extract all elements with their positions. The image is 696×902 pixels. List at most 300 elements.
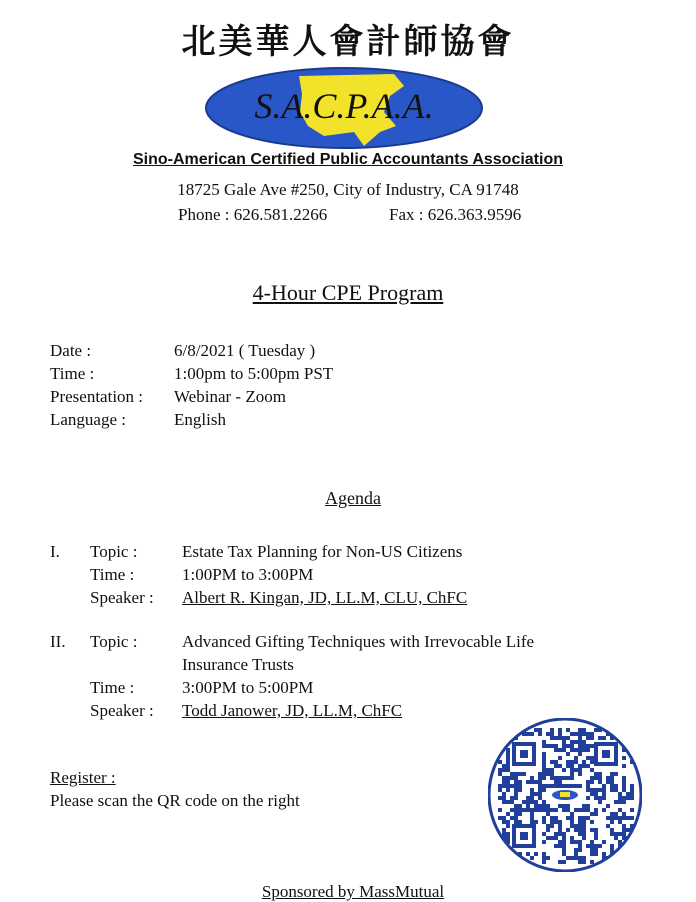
qr-module [542, 744, 546, 748]
qr-module [574, 824, 578, 828]
qr-module [602, 736, 606, 740]
qr-module [590, 732, 594, 736]
qr-module [626, 816, 630, 820]
qr-module [594, 832, 598, 836]
qr-module [590, 840, 594, 844]
qr-module [622, 828, 626, 832]
qr-module [562, 852, 566, 856]
chinese-title: 北美華人會計師協會 [181, 22, 515, 62]
qr-module [578, 832, 582, 836]
qr-module [618, 820, 622, 824]
qr-module [570, 824, 574, 828]
qr-module [550, 732, 554, 736]
qr-module [530, 808, 534, 812]
qr-module [598, 776, 602, 780]
presentation-label: Presentation : [50, 387, 144, 406]
qr-module [574, 756, 578, 760]
qr-module [498, 768, 502, 772]
qr-module [610, 780, 614, 784]
qr-module [550, 768, 554, 772]
qr-module [586, 780, 590, 784]
qr-module [538, 792, 542, 796]
qr-module [622, 728, 626, 732]
qr-module [626, 792, 630, 796]
qr-module [554, 736, 558, 740]
qr-module [498, 816, 502, 820]
qr-module [594, 776, 598, 780]
date-value: 6/8/2021 ( Tuesday ) [174, 341, 316, 360]
qr-module [578, 848, 582, 852]
qr-module [598, 796, 602, 800]
qr-module [542, 760, 546, 764]
qr-module [554, 744, 558, 748]
qr-module [570, 744, 574, 748]
qr-module [602, 840, 606, 844]
qr-module [518, 808, 522, 812]
qr-module [586, 796, 590, 800]
qr-module [558, 840, 562, 844]
qr-module [594, 812, 598, 816]
qr-code[interactable] [488, 718, 642, 872]
qr-module [590, 852, 594, 856]
qr-module [582, 740, 586, 744]
agenda-title: Agenda [325, 488, 381, 508]
qr-module [590, 812, 594, 816]
qr-module [534, 800, 538, 804]
qr-finder-top-left [512, 742, 536, 766]
qr-module [546, 784, 550, 788]
qr-module [610, 776, 614, 780]
qr-module [590, 860, 594, 864]
qr-module [514, 796, 518, 800]
qr-module [550, 760, 554, 764]
qr-module [574, 740, 578, 744]
qr-module [550, 824, 554, 828]
qr-module [590, 792, 594, 796]
qr-module [554, 780, 558, 784]
qr-module [498, 852, 502, 856]
qr-module [562, 832, 566, 836]
qr-module [566, 744, 570, 748]
qr-module [498, 788, 502, 792]
qr-module [582, 836, 586, 840]
qr-module [554, 816, 558, 820]
qr-module [558, 776, 562, 780]
qr-module [538, 784, 542, 788]
qr-module [558, 820, 562, 824]
qr-module [574, 852, 578, 856]
register-label: Register : [50, 768, 116, 787]
qr-module [542, 768, 546, 772]
qr-module [502, 800, 506, 804]
qr-module [590, 820, 594, 824]
qr-module [542, 764, 546, 768]
qr-module [554, 844, 558, 848]
qr-module [506, 820, 510, 824]
agenda-item-2-time: 3:00PM to 5:00PM [182, 678, 314, 697]
qr-module [626, 828, 630, 832]
qr-module [554, 808, 558, 812]
qr-module [566, 736, 570, 740]
qr-module [582, 728, 586, 732]
qr-module [538, 732, 542, 736]
qr-module [574, 768, 578, 772]
qr-module [582, 816, 586, 820]
agenda-item-2-time-label: Time : [90, 678, 135, 697]
qr-module [542, 820, 546, 824]
qr-module [558, 764, 562, 768]
qr-module [582, 744, 586, 748]
time-value: 1:00pm to 5:00pm PST [174, 364, 334, 383]
qr-module [538, 780, 542, 784]
qr-module [614, 832, 618, 836]
qr-module [610, 784, 614, 788]
qr-module [590, 828, 594, 832]
agenda-item-1-speaker-label: Speaker : [90, 588, 154, 607]
qr-module [562, 736, 566, 740]
qr-module [506, 800, 510, 804]
qr-module [550, 728, 554, 732]
qr-module [610, 832, 614, 836]
qr-module [562, 804, 566, 808]
qr-module [562, 860, 566, 864]
qr-module [626, 744, 630, 748]
qr-module [562, 748, 566, 752]
qr-module [546, 828, 550, 832]
qr-module [594, 772, 598, 776]
qr-module [518, 812, 522, 816]
qr-module [566, 816, 570, 820]
qr-module [630, 840, 634, 844]
qr-module [578, 844, 582, 848]
qr-module [502, 784, 506, 788]
qr-module [626, 848, 630, 852]
qr-module [614, 812, 618, 816]
qr-module [582, 856, 586, 860]
agenda-item-1-number: I. [50, 542, 60, 561]
qr-module [578, 772, 582, 776]
qr-module [546, 808, 550, 812]
qr-module [622, 788, 626, 792]
qr-module [566, 764, 570, 768]
qr-module [510, 776, 514, 780]
qr-module [586, 784, 590, 788]
qr-module [562, 840, 566, 844]
qr-module [582, 824, 586, 828]
qr-module [498, 856, 502, 860]
qr-module [510, 728, 514, 732]
qr-module [514, 776, 518, 780]
qr-module [622, 836, 626, 840]
qr-module [558, 748, 562, 752]
qr-module [594, 852, 598, 856]
qr-finder-bottom-left [512, 824, 536, 848]
qr-module [602, 796, 606, 800]
qr-module [542, 788, 546, 792]
qr-module [606, 860, 610, 864]
address: 18725 Gale Ave #250, City of Industry, CA 91748 [177, 180, 519, 199]
qr-module [578, 752, 582, 756]
qr-module [514, 772, 518, 776]
qr-module [542, 752, 546, 756]
phone: Phone : 626.581.2266 [178, 205, 328, 224]
qr-module [602, 852, 606, 856]
qr-module [618, 840, 622, 844]
qr-module [510, 796, 514, 800]
qr-module [578, 748, 582, 752]
qr-module [530, 796, 534, 800]
qr-module [574, 748, 578, 752]
qr-module [570, 840, 574, 844]
qr-module [538, 808, 542, 812]
qr-module [502, 736, 506, 740]
qr-module [622, 796, 626, 800]
qr-module [558, 784, 562, 788]
qr-module [522, 800, 526, 804]
qr-module [526, 780, 530, 784]
qr-module [514, 780, 518, 784]
qr-module [626, 844, 630, 848]
qr-module [594, 728, 598, 732]
qr-module [502, 816, 506, 820]
qr-module [558, 732, 562, 736]
qr-module [594, 828, 598, 832]
qr-module [606, 804, 610, 808]
qr-module [578, 744, 582, 748]
qr-module [550, 836, 554, 840]
qr-module [554, 784, 558, 788]
qr-module [538, 728, 542, 732]
qr-module [510, 800, 514, 804]
qr-module [558, 728, 562, 732]
qr-module [502, 740, 506, 744]
qr-module [570, 836, 574, 840]
qr-module [554, 776, 558, 780]
qr-module [522, 772, 526, 776]
qr-module [502, 820, 506, 824]
qr-module [610, 820, 614, 824]
qr-module [542, 856, 546, 860]
qr-module [542, 840, 546, 844]
qr-module [546, 772, 550, 776]
qr-module [542, 740, 546, 744]
qr-module [630, 816, 634, 820]
qr-module [586, 844, 590, 848]
qr-module [542, 852, 546, 856]
qr-module [546, 804, 550, 808]
qr-module [498, 732, 502, 736]
qr-module [566, 776, 570, 780]
qr-module [502, 832, 506, 836]
agenda-item-1-time: 1:00PM to 3:00PM [182, 565, 314, 584]
sacpaa-logo [204, 66, 484, 150]
qr-module [570, 856, 574, 860]
qr-module [618, 856, 622, 860]
qr-module [506, 748, 510, 752]
qr-module [594, 792, 598, 796]
qr-module [562, 836, 566, 840]
qr-module [582, 828, 586, 832]
qr-module [622, 812, 626, 816]
qr-module [546, 812, 550, 816]
qr-module [578, 728, 582, 732]
qr-module [518, 784, 522, 788]
qr-module [570, 740, 574, 744]
qr-module [574, 784, 578, 788]
qr-module [630, 808, 634, 812]
qr-module [530, 732, 534, 736]
qr-module [574, 840, 578, 844]
qr-module [514, 728, 518, 732]
qr-module [574, 760, 578, 764]
qr-module [582, 832, 586, 836]
qr-module [538, 772, 542, 776]
qr-module [510, 856, 514, 860]
qr-module [514, 816, 518, 820]
agenda-item-2-number: II. [50, 632, 66, 651]
program-title: 4-Hour CPE Program [252, 280, 444, 305]
qr-module [614, 800, 618, 804]
qr-module [518, 820, 522, 824]
qr-module [606, 824, 610, 828]
qr-module [566, 856, 570, 860]
qr-module [582, 808, 586, 812]
qr-module [522, 808, 526, 812]
qr-module [610, 728, 614, 732]
agenda-item-1-topic-label: Topic : [90, 542, 138, 561]
date-label: Date : [50, 341, 92, 360]
qr-module [506, 860, 510, 864]
qr-module [542, 784, 546, 788]
qr-module [618, 832, 622, 836]
qr-module [526, 796, 530, 800]
qr-module [550, 736, 554, 740]
language-label: Language : [50, 410, 126, 429]
qr-module [578, 820, 582, 824]
qr-module [574, 848, 578, 852]
qr-module [530, 856, 534, 860]
qr-module [550, 776, 554, 780]
qr-module [610, 816, 614, 820]
qr-module [506, 760, 510, 764]
qr-module [598, 736, 602, 740]
qr-module [542, 804, 546, 808]
qr-module [630, 856, 634, 860]
qr-module [506, 776, 510, 780]
qr-module [582, 748, 586, 752]
association-name: Sino-American Certified Public Accountants Association [133, 151, 563, 168]
qr-module [554, 820, 558, 824]
qr-module [538, 804, 542, 808]
qr-module [562, 744, 566, 748]
qr-module [542, 800, 546, 804]
qr-module [506, 788, 510, 792]
qr-module [590, 788, 594, 792]
qr-module [578, 824, 582, 828]
qr-module [578, 736, 582, 740]
presentation-value: Webinar - Zoom [174, 387, 286, 406]
qr-module [626, 740, 630, 744]
qr-module [574, 808, 578, 812]
qr-module [578, 816, 582, 820]
qr-module [530, 792, 534, 796]
qr-module [590, 848, 594, 852]
qr-module [602, 784, 606, 788]
agenda-item-2-speaker: Todd Janower, JD, LL.M, ChFC [182, 701, 403, 720]
qr-module [530, 776, 534, 780]
qr-module [590, 744, 594, 748]
qr-module [610, 828, 614, 832]
qr-module [570, 764, 574, 768]
qr-module [570, 784, 574, 788]
qr-module [622, 856, 626, 860]
qr-module [506, 836, 510, 840]
qr-module [498, 736, 502, 740]
qr-module [502, 792, 506, 796]
qr-module [542, 776, 546, 780]
qr-module [614, 836, 618, 840]
time-label: Time : [50, 364, 95, 383]
qr-module [566, 808, 570, 812]
logo-text: S.A.C.P.A.A. [254, 86, 434, 126]
qr-module [610, 848, 614, 852]
qr-module [614, 772, 618, 776]
qr-module [550, 816, 554, 820]
qr-module [550, 772, 554, 776]
qr-module [586, 804, 590, 808]
qr-module [546, 824, 550, 828]
qr-module [594, 808, 598, 812]
qr-module [622, 816, 626, 820]
qr-module [578, 856, 582, 860]
qr-module [510, 784, 514, 788]
qr-module [498, 784, 502, 788]
qr-module [570, 812, 574, 816]
qr-module [570, 760, 574, 764]
agenda-item-1-time-label: Time : [90, 565, 135, 584]
qr-module [502, 828, 506, 832]
qr-module [506, 752, 510, 756]
qr-module [550, 808, 554, 812]
qr-module [618, 732, 622, 736]
agenda-item-1-speaker: Albert R. Kingan, JD, LL.M, CLU, ChFC [182, 588, 468, 607]
qr-module [546, 732, 550, 736]
sponsor-line: Sponsored by MassMutual [261, 882, 445, 901]
qr-module [554, 836, 558, 840]
qr-module [554, 764, 558, 768]
qr-module [598, 780, 602, 784]
qr-module [582, 760, 586, 764]
qr-module [630, 784, 634, 788]
qr-module [562, 740, 566, 744]
qr-module [542, 756, 546, 760]
qr-module [626, 728, 630, 732]
qr-module [570, 732, 574, 736]
qr-module [534, 728, 538, 732]
qr-module [582, 804, 586, 808]
qr-module [510, 860, 514, 864]
qr-module [586, 744, 590, 748]
qr-module [574, 828, 578, 832]
qr-module [514, 812, 518, 816]
qr-module [582, 764, 586, 768]
qr-module [502, 796, 506, 800]
qr-module [566, 804, 570, 808]
qr-module [610, 844, 614, 848]
qr-module [562, 848, 566, 852]
qr-module [574, 732, 578, 736]
qr-module [498, 744, 502, 748]
